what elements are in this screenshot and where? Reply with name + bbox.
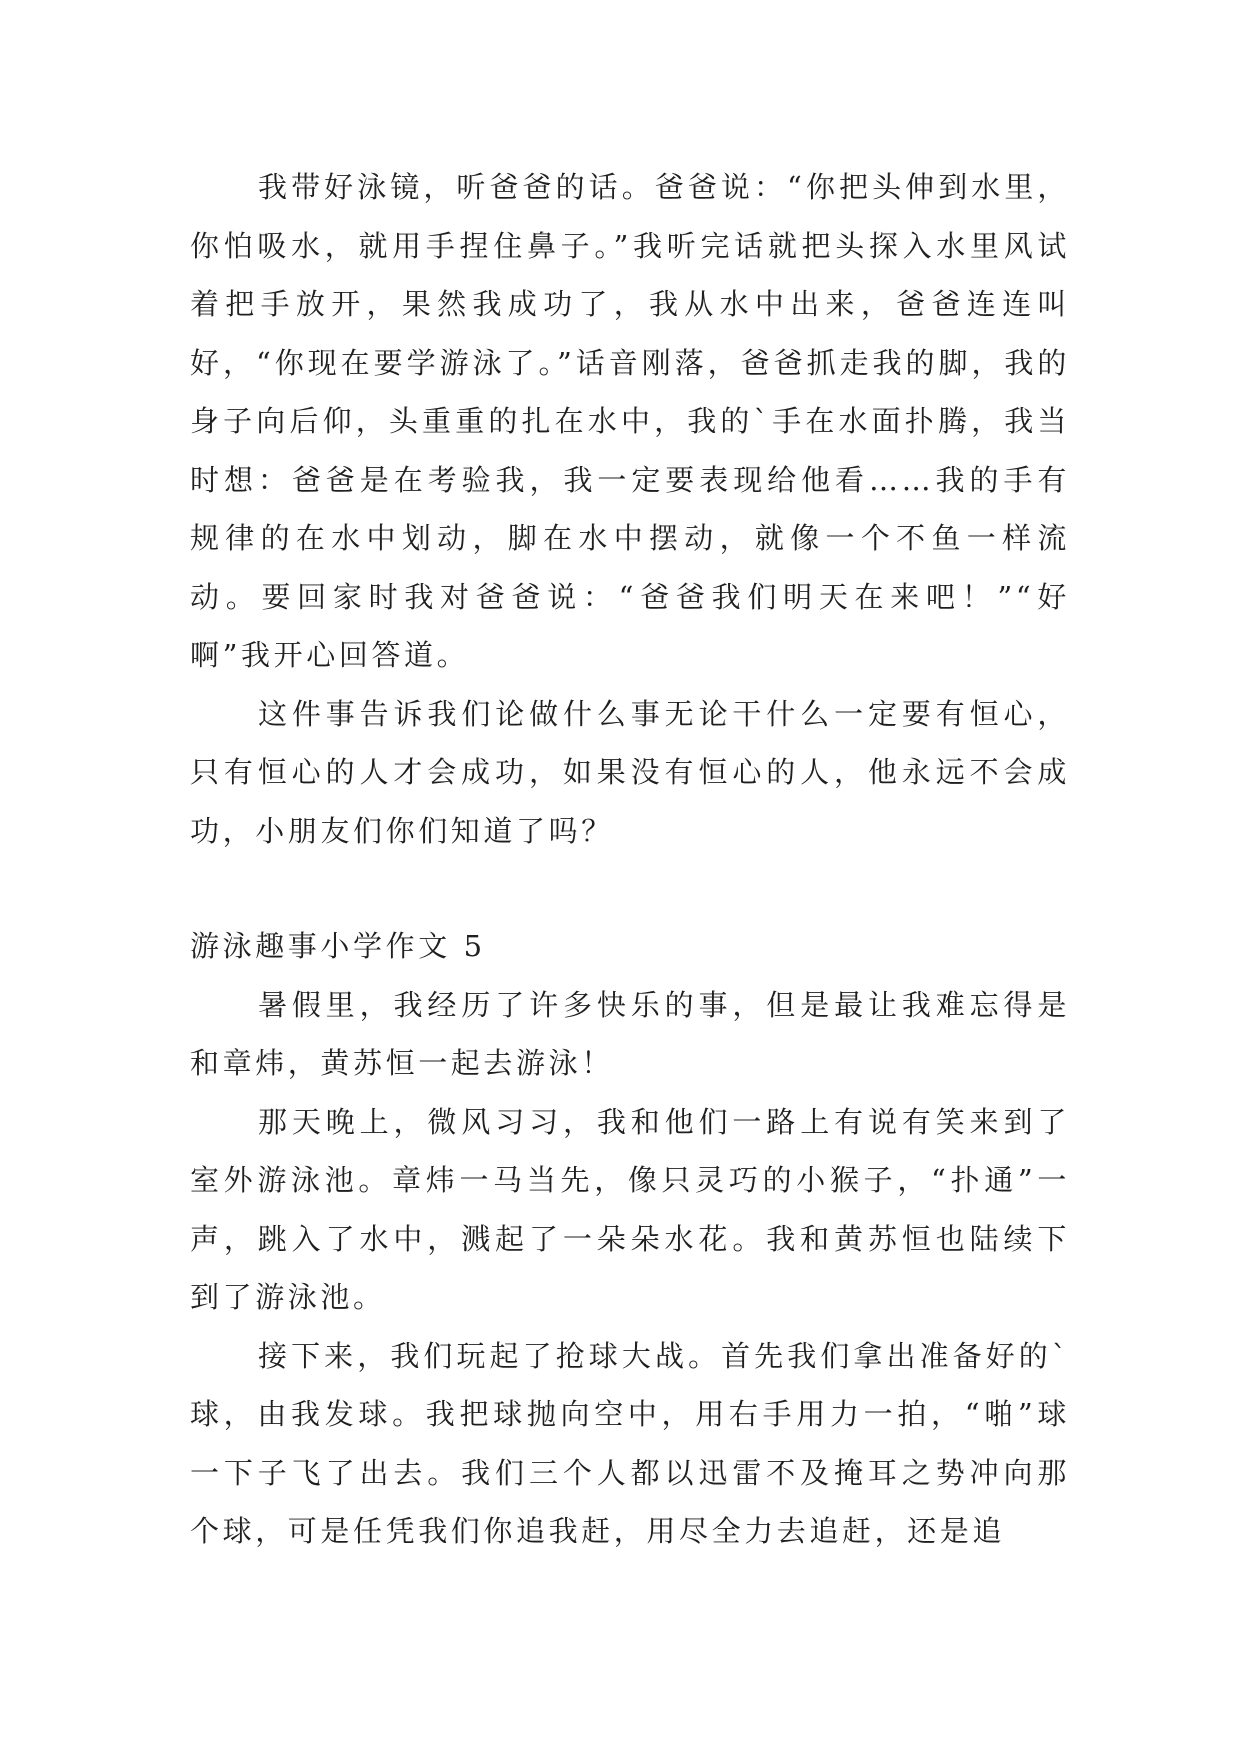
section-title: 游泳趣事小学作文 5 <box>190 929 486 963</box>
paragraph-ball-game: 接下来，我们玩起了抢球大战。首先我们拿出准备好的`球，由我发球。我把球抛向空中，用右手用力一拍，“啪”球一下子飞了出去。我们三个人都以迅雷不及掩耳之势冲向那个球，可是任凭我们你追我赶，用尽全力去追赶，还是追 <box>190 1338 1070 1548</box>
paragraph-evening-pool: 那天晚上，微风习习，我和他们一路上有说有笑来到了室外游泳池。章炜一马当先，像只灵巧的小猴子，“扑通”一声，跳入了水中，溅起了一朵朵水花。我和黄苏恒也陆续下到了游泳池。 <box>190 1104 1070 1314</box>
section-spacer <box>190 860 1070 917</box>
paragraph-moral: 这件事告诉我们论做什么事无论干什么一定要有恒心，只有恒心的人才会成功，如果没有恒心的人，他永远不会成功，小朋友们你们知道了吗？ <box>190 696 1070 848</box>
paragraph-summer-intro: 暑假里，我经历了许多快乐的事，但是最让我难忘得是和章炜，黄苏恒一起去游泳！ <box>190 987 1070 1080</box>
document-page <box>190 158 1070 1561</box>
paragraph-swimming-lesson: 我带好泳镜，听爸爸的话。爸爸说：“你把头伸到水里，你怕吸水，就用手捏住鼻子。”我听完话就把头探入水里风试着把手放开，果然我成功了，我从水中出来，爸爸连连叫好，“你现在要学游泳了。”话音刚落，爸爸抓走我的脚，我的身子向后仰，头重重的扎在水中，我的`手在水面扑腾，我当时想：爸爸是在考验我，我一定要表现给他看……我的手有规律的在水中划动，脚在水中摆动，就像一个不鱼一样流动。要回家时我对爸爸说：“爸爸我们明天在来吧！”“好啊”我开心回答道。 <box>190 170 1070 672</box>
